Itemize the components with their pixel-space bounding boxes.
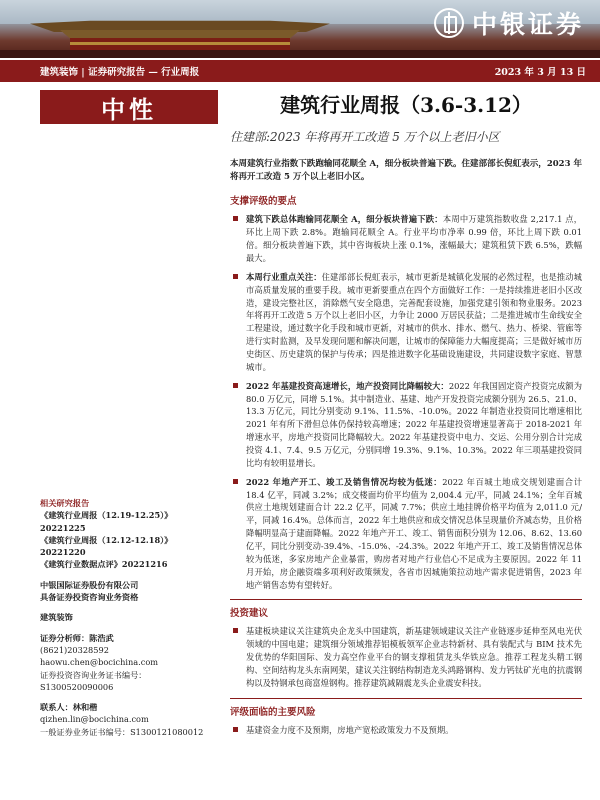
report-date: 2023 年 3 月 13 日 [494,67,586,78]
key-point-item [230,271,582,374]
summary-paragraph: 本周建筑行业指数下跌跑输同花顺全 A，细分板块普遍下跌。住建部部长倪虹表示，2023 年将再开工改造 5 万个以上老旧小区。 [230,159,582,183]
key-point-item [230,476,582,592]
investment-text: 基建板块建议关注建筑央企龙头中国建筑，新基建领域建议关注产业链逐步延伸至风电光伏领域的中国电建；建筑细分领域推荐铝模板领军企业志特新材、具有装配式与 BIM 技术先发优势的华阳国际、发力高空作业平台的钢支撑租赁龙头华铁应急。推荐工程龙头精工钢构、空间结构龙头东南网架，建议关注钢结构制造龙头鸿路钢构、发力钙钛矿光电的抗震钢构以及特钢承包商富煌钢构。推荐建筑减隔震龙头企业震安科技。 [246,626,582,688]
bullet-square-icon [233,479,238,484]
report-subtitle: 住建部:2023 年将再开工改造 5 万个以上老旧小区 [230,130,500,144]
risk-item [230,724,582,737]
company-name: 中银国际证券股份有限公司 [40,579,139,590]
related-report-link[interactable]: 《建筑行业周报（12.12-12.18）》20221220 [40,534,173,558]
bullet-square-icon [233,628,238,633]
key-point-lead: 建筑下跌总体跑输同花顺全 A，细分板块普遍下跌： [246,214,443,225]
analyst-cert: 证券投资咨询业务证书编号：S1300520090006 [40,669,147,692]
bank-logo-icon [434,8,464,38]
bullet-square-icon [233,383,238,388]
investment-item [230,625,582,689]
risk-heading: 评级面临的主要风险 [230,706,316,718]
contact-name: 联系人：林和楷 [40,702,98,713]
main-content [230,90,582,737]
section-divider [230,599,582,600]
bullet-square-icon [233,216,238,221]
report-meta-bar [0,60,600,82]
report-title: 建筑行业周报（3.6-3.12） [280,93,532,117]
bullet-square-icon [233,274,238,279]
key-point-lead: 2022 年基建投资高速增长，地产投资同比降幅较大： [246,380,449,391]
company-qualification: 具备证券投资咨询业务资格 [40,592,139,603]
key-point-text: 2022 年百城土地成交规划建面合计 18.4 亿平，同减 3.2%；成交楼面均价平均值为 2,004.4 元/平，同减 24.1%；全年百城供应土地规划建面合计 22.2 亿平，同减 7.7%；供应土地挂牌价格平均值为 2,011.0 元/平，同减 16.4%。总体而言，2022 年土地供应和成交情况总体呈现量价齐减态势，且价格降幅明显高于建面降幅。2022 年地产开工、竣工、销售面积分别为 12.06、8.62、13.60 亿平，同比分别变动-39.4%、-15.0%、-24.3%。2022 年地产开工、竣工及销售情况总体较为低迷，多家房地产企业暴雷，购房者对地产行业信心不足成为主要原因。2022 年 11 月开始，房企融资端多项利好政策频发，各省市因城施策拉动地产需求促进销售，2023 年地产销售态势有望转好。 [246,476,582,590]
related-report-link[interactable]: 《建筑行业数据点评》20221216 [40,559,168,570]
investment-heading: 投资建议 [230,608,269,620]
key-point-lead: 2022 年地产开工、竣工及销售情况均较为低迷： [246,476,443,487]
key-point-text: 本周中万建筑指数收盘 2,217.1 点，环比上周下跌 2.8%。跑输同花顺全 A。行业平均市净率 0.99 倍，环比上周下跌 0.01 倍。细分板块普遍下跌，其中咨询板块上涨 0.1%，涨幅最大；建筑租赁下跌 6.5%，跌幅最大。 [246,214,582,263]
key-point-text: 住建部部长倪虹表示，城市更新是城镇化发展的必然过程，也是推动城市高质量发展的重要手段。城市更新要重点在四个方面做好工作：一是持续推进老旧小区改造，建设完整社区，消除燃气安全隐患，完善配套设施，加强党建引领和物业服务。2023 年将再开工改造 5 万个以上老旧小区，力争让 2000 万居民获益；二是推进城市生命线安全工程建设，通过数字化手段和城市更新，对城市的供水、排水、燃气、热力、桥梁、管廊等进行实时监测，及早发现问题和解决问题，让城市的保障能力大幅度提高；三是做好城市历史街区、历史建筑的保护与传承；四是推进数字化基础设施建设，共同建设数字家庭、智慧城市。 [246,271,582,372]
bullet-square-icon [233,727,238,732]
contact-email[interactable]: qizhen.lin@bocichina.com [40,714,149,725]
risk-text: 基建资金力度不及预期，房地产宽松政策发力不及预期。 [246,724,454,735]
sidebar [40,497,218,738]
section-divider [230,698,582,699]
header-banner [0,0,600,58]
analyst-name: 证券分析师：陈浩武 [40,632,114,643]
contact-cert: 一般证券业务证书编号：S1300121080012 [40,726,204,737]
key-points-heading: 支撑评级的要点 [230,196,297,208]
key-point-lead: 本周行业重点关注： [246,271,322,282]
report-category: 建筑装饰 | 证券研究报告 — 行业周报 [40,67,200,78]
related-reports-heading: 相关研究报告 [40,498,90,508]
brand-name: 中银证券 [471,10,584,39]
key-point-item [230,380,582,470]
brand-logo [434,6,584,40]
key-point-item [230,213,582,264]
sector-name: 建筑装饰 [40,612,73,623]
banner-wall [0,50,600,58]
related-report-link[interactable]: 《建筑行业周报（12.19-12.25）》20221225 [40,510,173,533]
analyst-phone: (8621)20328592 [40,644,109,655]
rating-badge: 中性 [40,90,218,124]
analyst-email[interactable]: haowu.chen@bocichina.com [40,657,159,668]
key-point-text: 2022 年我国固定资产投资完成额为 80.0 万亿元，同增 5.1%。其中制造业、基建、地产开发投资完成额分别为 26.5、21.0、13.3 万亿元，同比分别变动 9.1%、11.5%、-10.0%。2022 年制造业投资同比增速相比 2021 年有所下滑但总体仍保持较高增速；2022 年基建投资增速显著高于 2018-2021 年增速水平，房地产投资同比降幅较大。2022 年基建投资中电力、交运、公用分别合计完成投资 4.1、7.4、9.5 万亿元，分别同增 19.3%、9.1%、10.3%。2022 年三项基建投资同比均有较明显增长。 [246,380,583,468]
